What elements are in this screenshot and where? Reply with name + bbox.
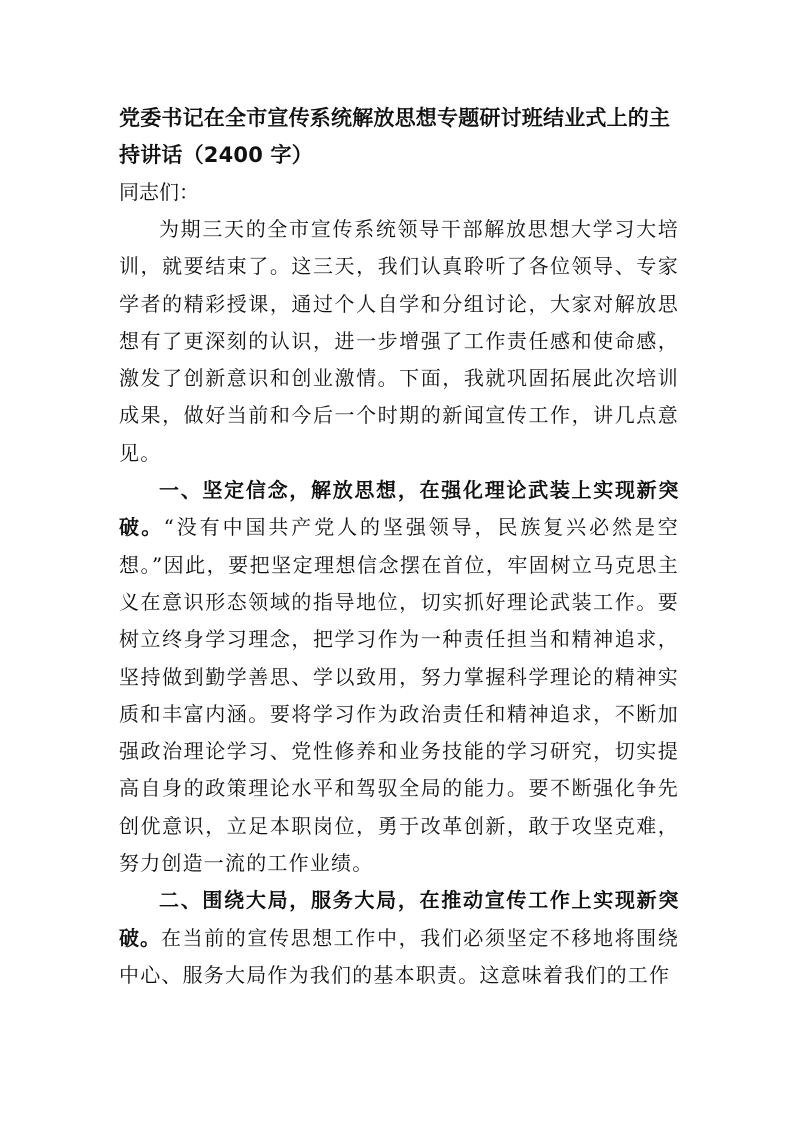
section-heading: 一、坚定信念，解放思想，在强化理论武装上实现新突破。: [119, 478, 679, 540]
section-heading: 二、围绕大局，服务大局，在推动宣传工作上实现新突破。: [119, 888, 679, 950]
paragraph-text: 在当前的宣传思想工作中，我们必须坚定不移地将围绕中心、服务大局作为我们的基本职责。这意味着我们的工作: [119, 925, 679, 987]
paragraph-intro: [119, 211, 679, 472]
document-title: 党委书记在全市宣传系统解放思想专题研讨班结业式上的主持讲话（2400 字）: [119, 106, 671, 167]
paragraph-section-1: [119, 472, 679, 882]
paragraph-section-2: [119, 882, 679, 994]
document-body: [119, 100, 679, 994]
paragraph-text: 为期三天的全市宣传系统领导干部解放思想大学习大培训，就要结束了。这三天，我们认真聆听了各位领导、专家学者的精彩授课，通过个人自学和分组讨论，大家对解放思想有了更深刻的认识，进一步增强了工作责任感和使命感，激发了创新意识和创业激情。下面，我就巩固拓展此次培训成果，做好当前和今后一个时期的新闻宣传工作，讲几点意见。: [119, 217, 679, 465]
paragraph-text: “没有中国共产党人的坚强领导，民族复兴必然是空想。”因此，要把坚定理想信念摆在首位，牢固树立马克思主义在意识形态领域的指导地位，切实抓好理论武装工作。要树立终身学习理念，把学习作为一种责任担当和精神追求，坚持做到勤学善思、学以致用，努力掌握科学理论的精神实质和丰富内涵。要将学习作为政治责任和精神追求，不断加强政治理论学习、党性修养和业务技能的学习研究，切实提高自身的政策理论水平和驾驭全局的能力。要不断强化争先创优意识，立足本职岗位，勇于改革创新，敢于攻坚克难，努力创造一流的工作业绩。: [119, 515, 680, 876]
salutation: 同志们：: [119, 180, 199, 204]
